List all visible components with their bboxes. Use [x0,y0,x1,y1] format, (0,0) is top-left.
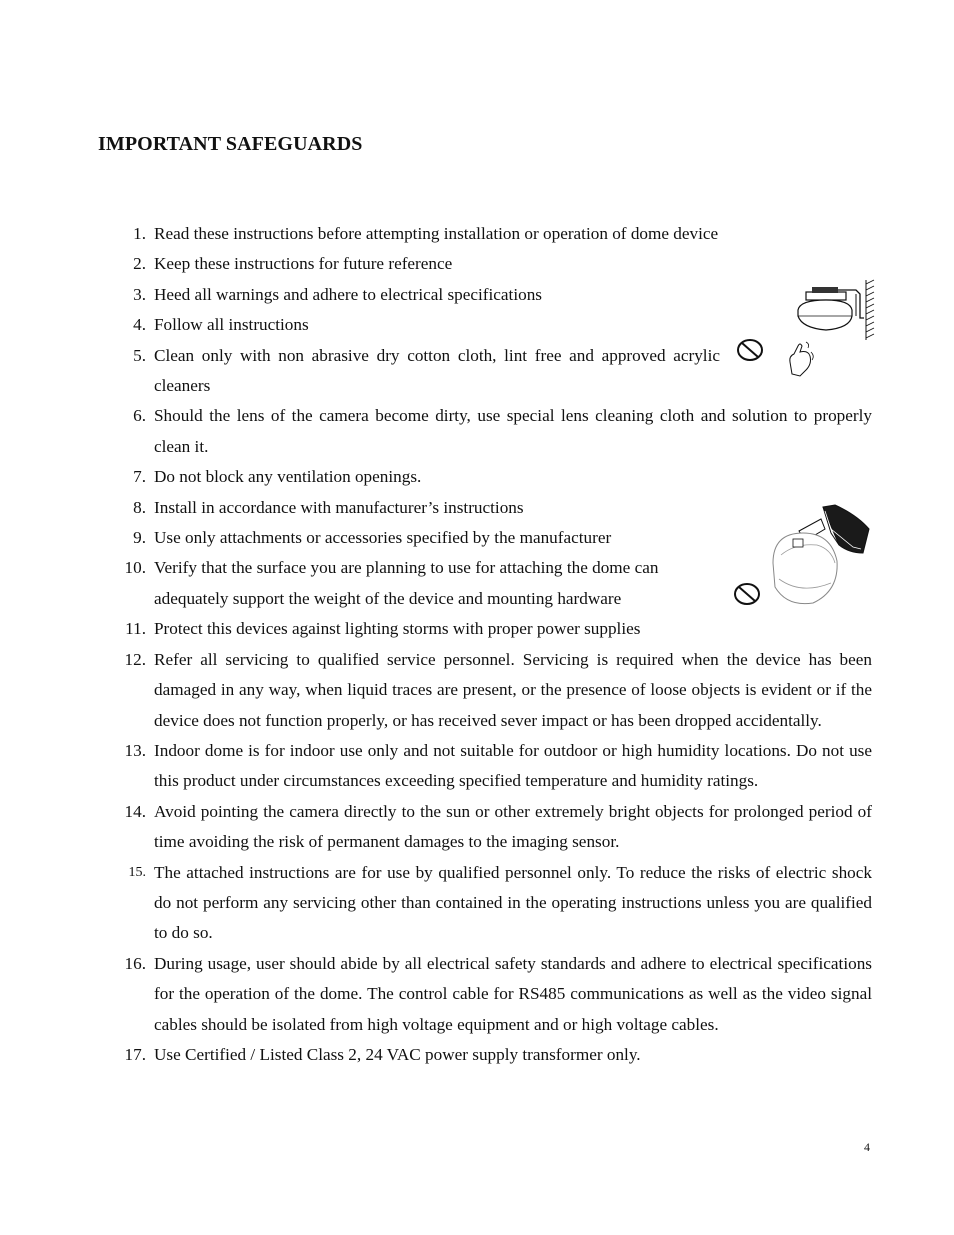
list-item: 15. The attached instructions are for use by qualified personnel only. To reduce the risks of electric shock do not perform any servicing other than contained in the operating instructions unless you are qualified to do so. [0,858,954,949]
item-text: The attached instructions are for use by qualified personnel only. To reduce the risks of electric shock do not perform any servicing other than contained in the operating instructions unless you are qualified to do so. [154,862,872,943]
item-text: Install in accordance with manufacturer’s instructions [154,497,524,517]
item-text: Do not block any ventilation openings. [154,467,422,487]
item-text: Heed all warnings and adhere to electrical specifications [154,284,542,304]
list-item: 12. Refer all servicing to qualified service personnel. Servicing is required when the device has been damaged in any way, when liquid traces are present, or the presence of loose objects is evident or if the device does not function properly, or has received sever impact or has been dropped accidentally. [0,645,954,736]
list-item: 7. Do not block any ventilation openings. [0,462,954,492]
list-item: 9. Use only attachments or accessories specified by the manufacturer [0,523,954,553]
item-text: Indoor dome is for indoor use only and not suitable for outdoor or high humidity locations. Do not use this product under circumstances exceeding specified temperature and humidity ratings. [154,740,872,791]
list-item: 5. Clean only with non abrasive dry cotton cloth, lint free and approved acrylic cleaners [0,341,954,402]
item-text: Follow all instructions [154,315,309,335]
item-text: Use Certified / Listed Class 2, 24 VAC power supply transformer only. [154,1044,641,1064]
item-text: Verify that the surface you are planning to use for attaching the dome can adequately support the weight of the device and mounting hardware [154,558,659,608]
item-text: Refer all servicing to qualified service personnel. Servicing is required when the device has been damaged in any way, when liquid traces are present, or the presence of loose objects is evident or if the device does not function properly, or has received sever impact or has been dropped accidentally. [154,649,872,730]
item-text: Should the lens of the camera become dirty, use special lens cleaning cloth and solution to properly clean it. [154,406,872,456]
item-text: Use only attachments or accessories specified by the manufacturer [154,528,612,548]
wall-dome-camera-icon [780,278,880,380]
list-item: 2. Keep these instructions for future reference [0,249,954,279]
list-item: 16. During usage, user should abide by all electrical safety standards and adhere to electrical specifications for the operation of the dome. The control cable for RS485 communications as well as the video signal cables should be isolated from high voltage equipment and or high voltage cables. [0,949,954,1040]
list-item: 1. Read these instructions before attempting installation or operation of dome device [0,219,954,249]
list-item: 13. Indoor dome is for indoor use only and not suitable for outdoor or high humidity locations. Do not use this product under circumstances exceeding specified temperature and humidity ratings. [0,736,954,797]
list-item: 17. Use Certified / Listed Class 2, 24 VAC power supply transformer only. [0,1040,954,1070]
item-text: During usage, user should abide by all electrical safety standards and adhere to electrical specifications for the operation of the dome. The control cable for RS485 communications as well as the video signal cables should be isolated from high voltage equipment and or high voltage cables. [154,953,872,1034]
item-text: Protect this devices against lighting storms with proper power supplies [154,619,641,639]
item-text: Clean only with non abrasive dry cotton cloth, lint free and approved acrylic cleaners [154,345,720,396]
list-item: 11. Protect this devices against lighting storms with proper power supplies [0,614,954,644]
list-item: 4. Follow all instructions [0,310,954,340]
list-item: 3. Heed all warnings and adhere to electrical specifications [0,280,954,310]
prohibition-icon [731,581,763,609]
item-text: Keep these instructions for future reference [154,254,453,274]
item-text: Avoid pointing the camera directly to the sun or other extremely bright objects for prolonged period of time avoiding the risk of permanent damages to the imaging sensor. [154,801,872,852]
bracket-dome-camera-icon [765,503,875,609]
list-item: 8. Install in accordance with manufacturer’s instructions [0,493,954,523]
prohibition-icon [734,337,766,365]
page-number: 4 [864,1140,870,1154]
list-item: 6. Should the lens of the camera become dirty, use special lens cleaning cloth and solution to properly clean it. [0,401,954,462]
page-title: IMPORTANT SAFEGUARDS [98,133,363,155]
item-text: Read these instructions before attempting installation or operation of dome device [154,224,719,243]
list-item: 14. Avoid pointing the camera directly to the sun or other extremely bright objects for prolonged period of time avoiding the risk of permanent damages to the imaging sensor. [0,797,954,858]
list-item: 10. Verify that the surface you are planning to use for attaching the dome can adequately support the weight of the device and mounting hardware [0,553,954,614]
